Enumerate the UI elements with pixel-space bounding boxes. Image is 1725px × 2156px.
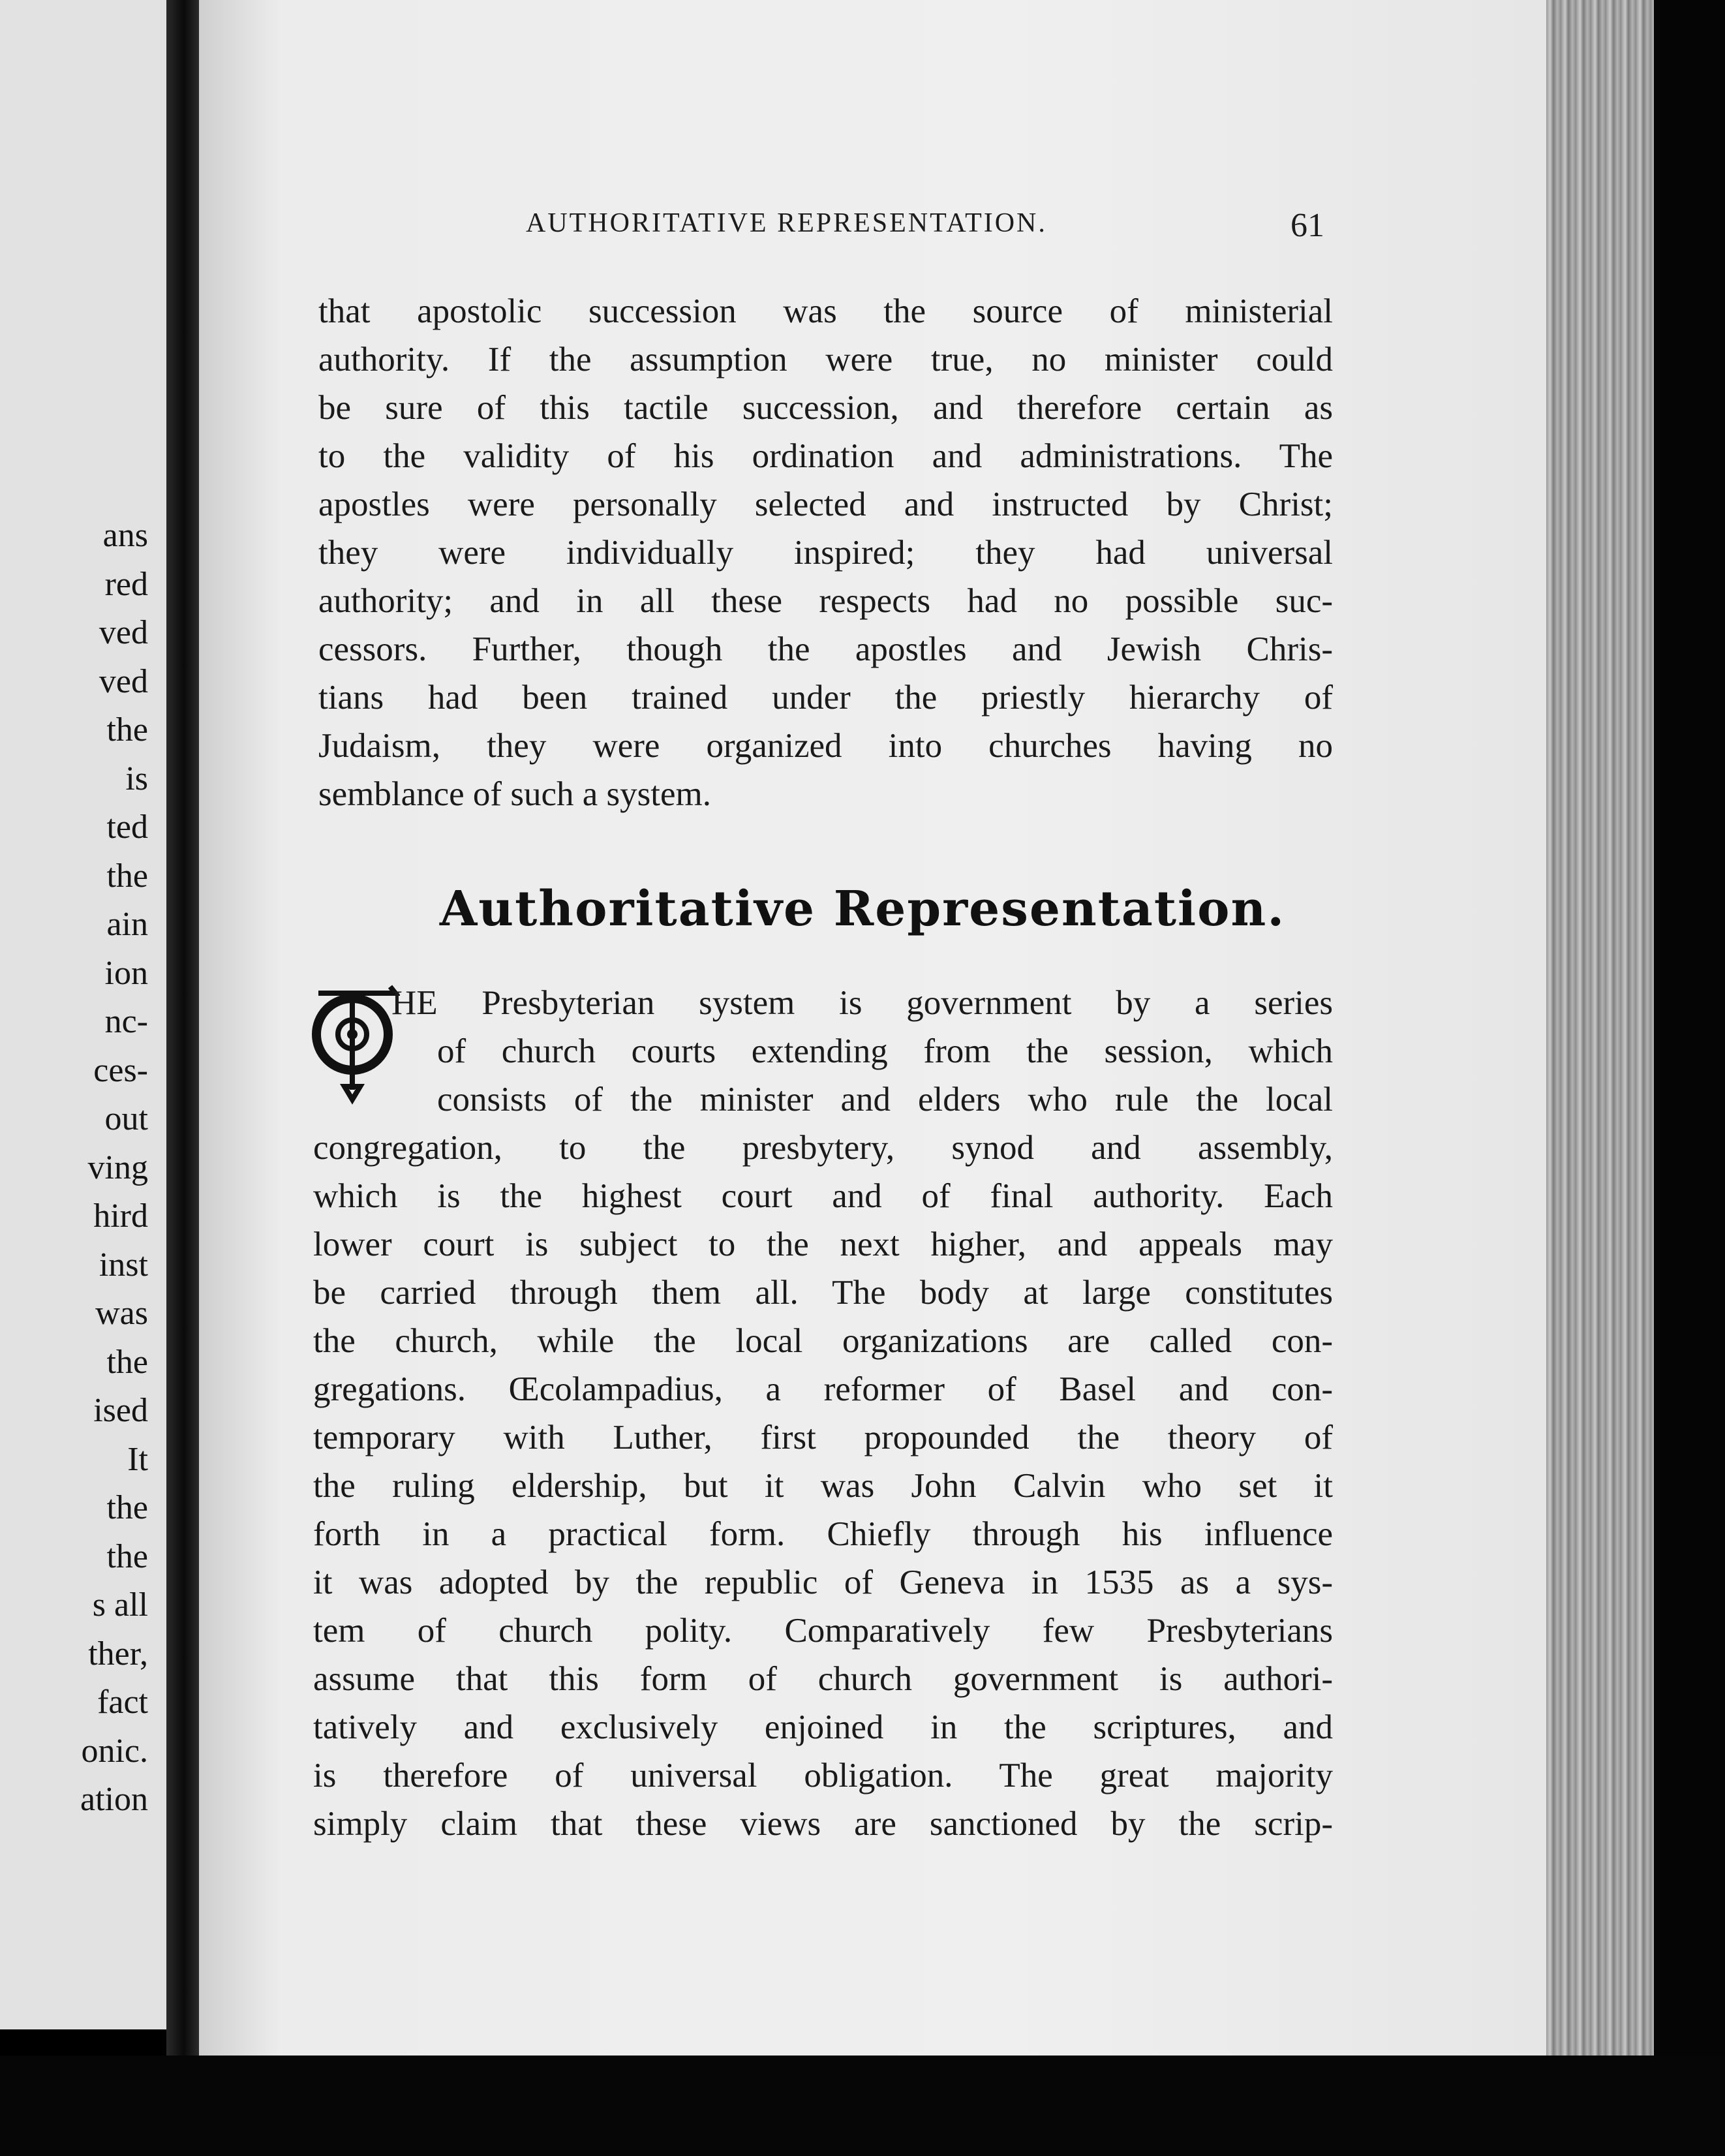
text-line: to the validity of his ordination and administrations. The	[318, 437, 1333, 475]
facing-page-fragment: ation	[80, 1781, 148, 1818]
text-line: tians had been trained under the priestly hierarchy of	[318, 679, 1333, 716]
facing-page-fragment: red	[104, 565, 148, 603]
text-line: apostles were personally selected and instructed by Christ;	[318, 485, 1333, 523]
text-line: HE Presbyterian system is government by a series	[391, 984, 1333, 1022]
facing-page-fragment: the	[106, 1537, 148, 1575]
facing-page-fragment: ted	[106, 808, 148, 846]
text-line: assume that this form of church government is authori-	[313, 1660, 1333, 1698]
running-head: AUTHORITATIVE REPRESENTATION.	[526, 208, 1047, 238]
facing-page-fragment: the	[106, 711, 148, 748]
text-line: that apostolic succession was the source of ministerial	[318, 292, 1333, 330]
facing-page	[0, 0, 179, 2029]
facing-page-fragment: inst	[99, 1246, 148, 1284]
facing-page-fragment: hird	[93, 1197, 148, 1235]
facing-page-fragment: ved	[99, 614, 148, 651]
text-line: congregation, to the presbytery, synod and assembly,	[313, 1129, 1333, 1167]
facing-page-fragment: ised	[93, 1392, 148, 1429]
text-line: it was adopted by the republic of Geneva in 1535 as a sys-	[313, 1563, 1333, 1601]
facing-page-fragment: onic.	[81, 1732, 148, 1770]
background-bottom	[0, 2056, 1725, 2156]
facing-page-fragment: the	[106, 857, 148, 895]
text-line: simply claim that these views are sanctioned by the scrip-	[313, 1805, 1333, 1843]
text-line: tem of church polity. Comparatively few Presbyterians	[313, 1612, 1333, 1650]
facing-page-fragment: ans	[102, 517, 148, 554]
facing-page-fragment: ain	[106, 906, 148, 943]
text-line: be sure of this tactile succession, and therefore certain as	[318, 389, 1333, 427]
text-line: they were individually inspired; they had universal	[318, 534, 1333, 572]
facing-page-fragment: is	[125, 760, 148, 797]
facing-page-fragment: nc-	[104, 1003, 148, 1040]
facing-page-fragment: ces-	[93, 1051, 148, 1089]
facing-page-fragment: ther,	[88, 1635, 148, 1672]
text-line: forth in a practical form. Chiefly through his influence	[313, 1515, 1333, 1553]
text-line: of church courts extending from the session, which	[437, 1032, 1333, 1070]
paragraph-1	[318, 287, 1333, 818]
facing-page-fragment: It	[127, 1440, 148, 1478]
page-number: 61	[1290, 207, 1324, 244]
facing-page-fragment: s all	[92, 1586, 148, 1624]
text-line: the church, while the local organizations are called con-	[313, 1322, 1333, 1360]
text-line: tatively and exclusively enjoined in the scriptures, and	[313, 1708, 1333, 1746]
paragraph-2	[313, 979, 1333, 1848]
text-line: which is the highest court and of final authority. Each	[313, 1177, 1333, 1215]
text-line: gregations. Œcolampadius, a reformer of Basel and con-	[313, 1370, 1333, 1408]
facing-page-fragment: was	[95, 1295, 148, 1332]
text-line: is therefore of universal obligation. The great majority	[313, 1757, 1333, 1794]
text-line: the ruling eldership, but it was John Calvin who set it	[313, 1467, 1333, 1505]
text-line: be carried through them all. The body at large constitutes	[313, 1274, 1333, 1312]
text-line: authority. If the assumption were true, no minister could	[318, 341, 1333, 378]
facing-page-fragment: ving	[87, 1148, 148, 1186]
text-line: Judaism, they were organized into churches having no	[318, 727, 1333, 765]
page-edges	[1546, 0, 1657, 2114]
text-line: cessors. Further, though the apostles and Jewish Chris-	[318, 630, 1333, 668]
text-line: consists of the minister and elders who rule the local	[437, 1081, 1333, 1118]
section-heading: Authoritative Representation.	[439, 881, 1286, 937]
text-line: authority; and in all these respects had no possible suc-	[318, 582, 1333, 620]
text-line: temporary with Luther, first propounded the theory of	[313, 1419, 1333, 1456]
text-line: semblance of such a system.	[318, 775, 711, 813]
background-right	[1654, 0, 1725, 2156]
text-line: lower court is subject to the next higher, and appeals may	[313, 1225, 1333, 1263]
facing-page-fragment: ion	[104, 954, 148, 992]
facing-page-fragment: ved	[99, 662, 148, 700]
facing-page-fragment: fact	[97, 1684, 148, 1721]
facing-page-fragment: out	[104, 1100, 148, 1137]
facing-page-fragment: the	[106, 1489, 148, 1526]
facing-page-fragment: the	[106, 1343, 148, 1381]
